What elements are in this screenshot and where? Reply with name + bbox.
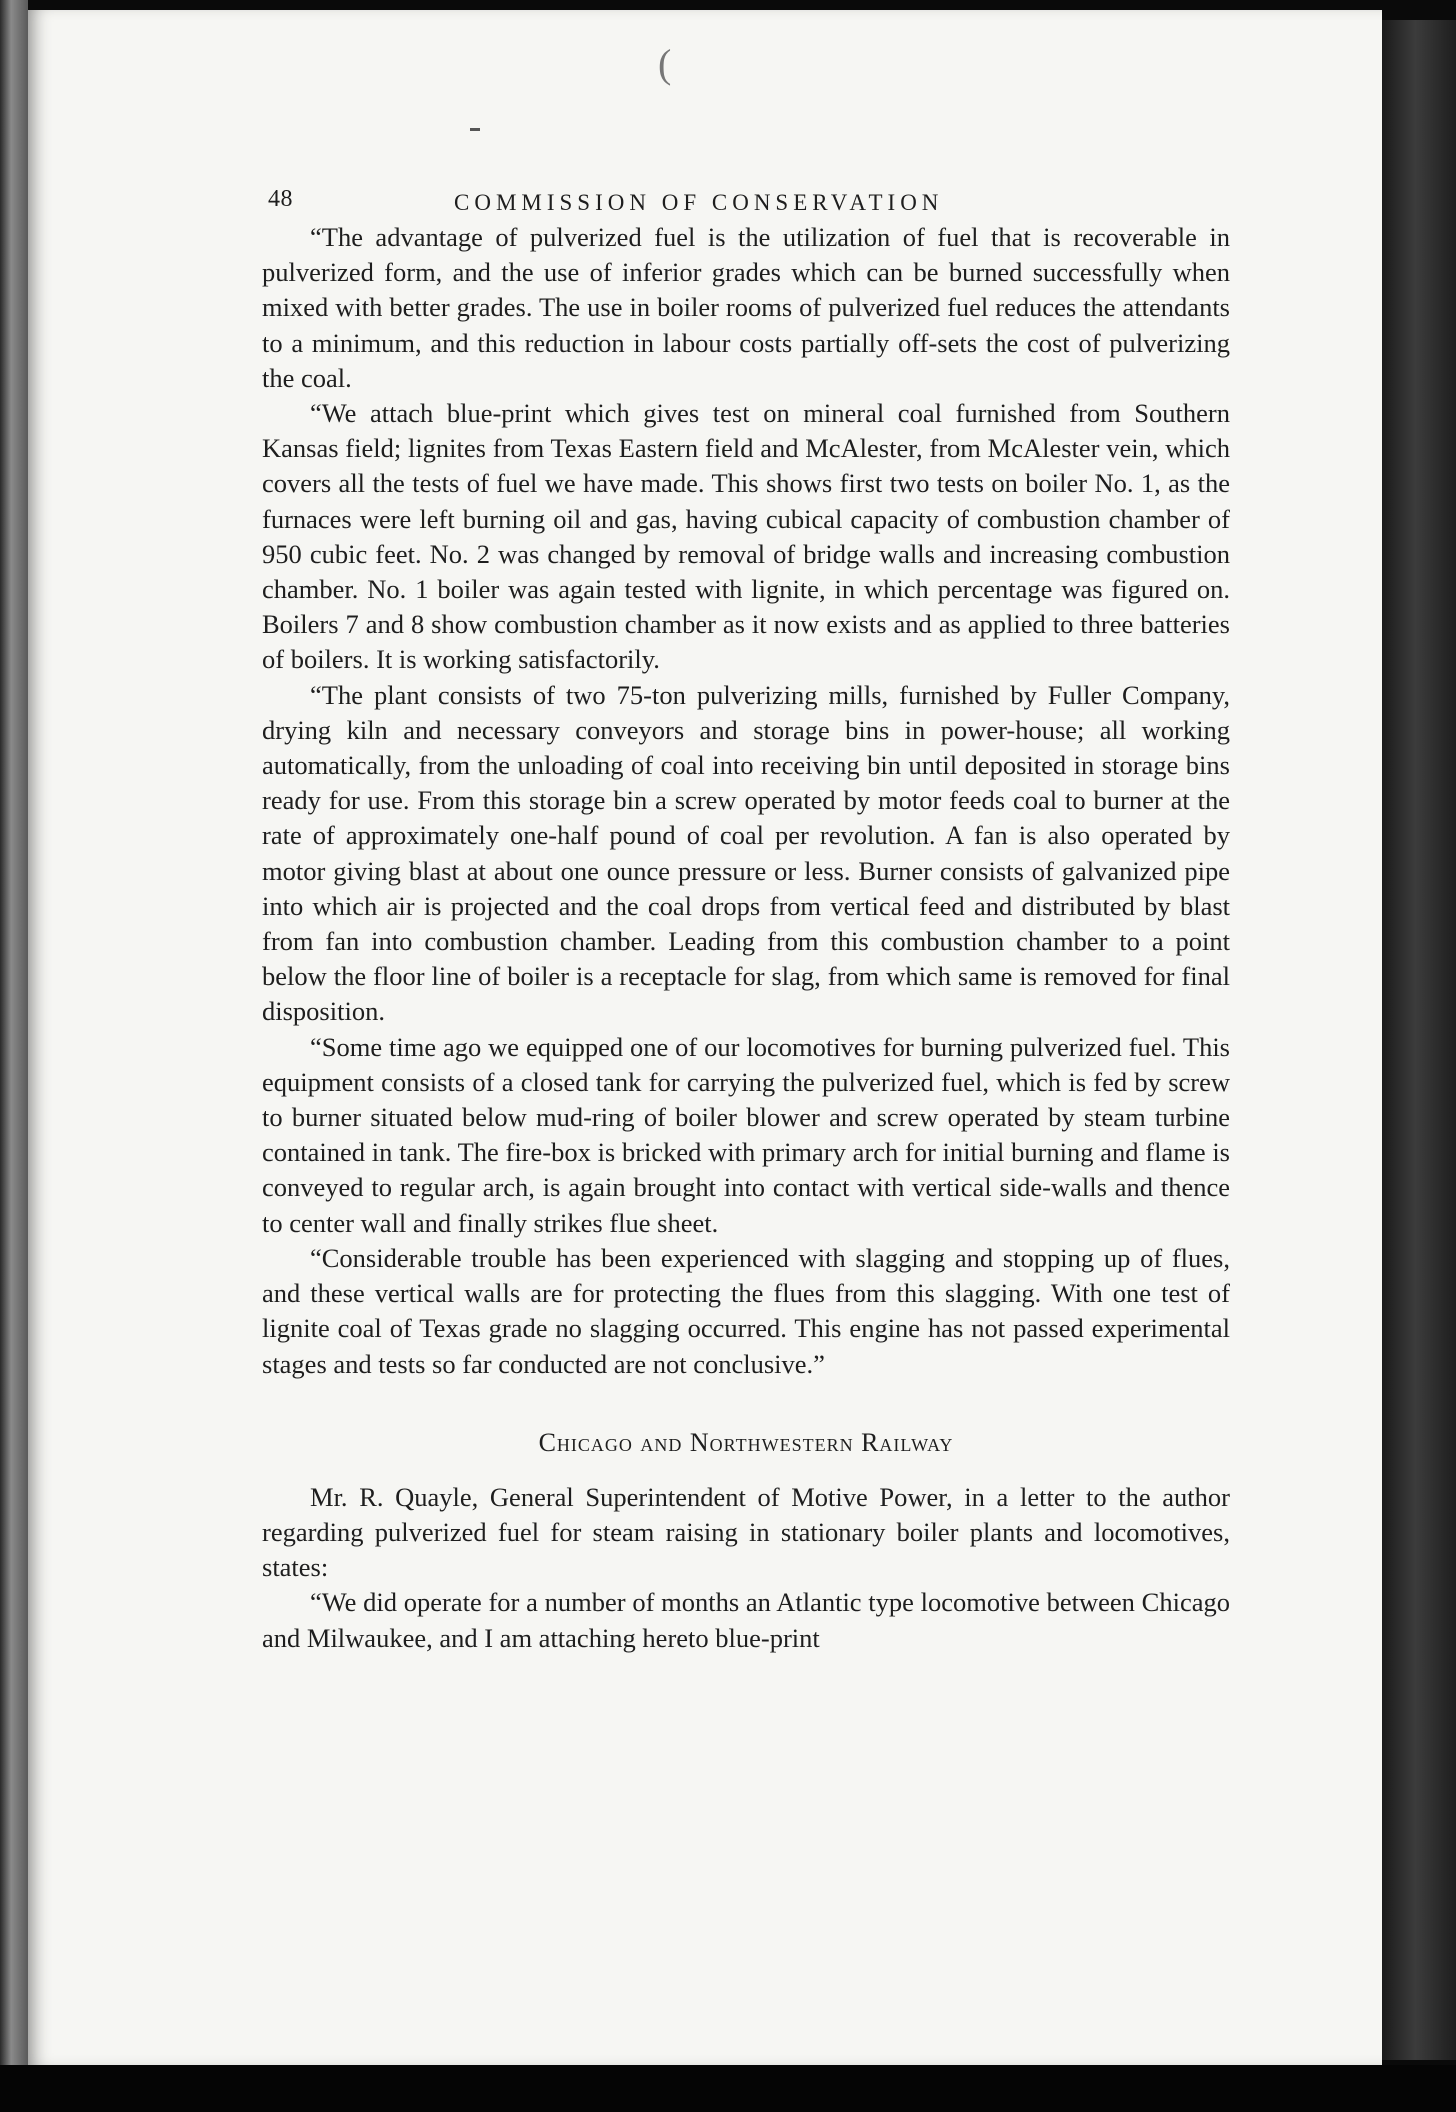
- running-head: COMMISSION OF CONSERVATION: [454, 190, 944, 215]
- book-page-edge: [1382, 20, 1456, 2060]
- scan-border: [0, 2065, 1456, 2112]
- page-header: [262, 168, 1230, 215]
- scan-mark-dash: [470, 128, 480, 131]
- paragraph: “Considerable trouble has been experienced with slagging and stopping up of flues, and these vertical walls are for protecting the flues from this slagging. With one test of lignite coal of Texas grade no slagging occurred. This engine has not passed experimental stages and tests so far conducted are not conclusive.”: [262, 1242, 1230, 1379]
- paragraph: “We attach blue-print which gives test on mineral coal furnished from Southern Kansas field; lignites from Texas Eastern field and McAlester, from McAlester vein, which covers all the tests of fuel we have made. This shows first two tests on boiler No. 1, as the furnaces were left burning oil and gas, having cubical capacity of combustion chamber of 950 cubic feet. No. 2 was changed by removal of bridge walls and increasing combustion chamber. No. 1 boiler was again tested with lignite, in which percentage was figured on. Boilers 7 and 8 show combustion chamber as it now exists and as applied to three batteries of boilers. It is working satisfactorily.: [262, 398, 1230, 675]
- paragraph: “Some time ago we equipped one of our locomotives for burning pulverized fuel. This equipment consists of a closed tank for carrying the pulverized fuel, which is fed by screw to burner situated below mud-ring of boiler blower and screw operated by steam turbine contained in tank. The fire-box is bricked with primary arch for initial burning and flame is conveyed to regular arch, is again brought into contact with vertical side-walls and thence to center wall and finally strikes flue sheet.: [262, 1031, 1230, 1238]
- paragraph: “We did operate for a number of months an Atlantic type locomotive between Chicago and Milwaukee, and I am attaching hereto blue-print: [262, 1587, 1230, 1653]
- page-number: 48: [268, 186, 293, 212]
- paragraph: “The plant consists of two 75-ton pulverizing mills, furnished by Fuller Company, drying kiln and necessary conveyors and storage bins in power-house; all working automatically, from the unloading of coal into receiving bin until deposited in storage bins ready for use. From this storage bin a screw operated by motor feeds coal to burner at the rate of approximately one-half pound of coal per revolution. A fan is also operated by motor giving blast at about one ounce pressure or less. Burner consists of galvanized pipe into which air is projected and the coal drops from vertical feed and distributed by blast from fan into combustion chamber. Leading from this combustion chamber to a point below the floor line of boiler is a receptacle for slag, from which same is removed for final disposition.: [262, 679, 1230, 1027]
- scan-mark: (: [658, 41, 672, 86]
- book-binding-edge: [0, 0, 28, 2112]
- page-content: [262, 168, 1230, 1656]
- paragraph: Mr. R. Quayle, General Superintendent of Motive Power, in a letter to the author regarding pulverized fuel for steam raising in stationary boiler plants and locomotives, states:: [262, 1481, 1230, 1583]
- paragraph: “The advantage of pulverized fuel is the utilization of fuel that is recoverable in pulverized form, and the use of inferior grades which can be burned successfully when mixed with better grades. The use in boiler rooms of pulverized fuel reduces the attendants to a minimum, and this reduction in labour costs partially off-sets the cost of pulverizing the coal.: [262, 222, 1230, 393]
- section-heading: Chicago and Northwestern Railway: [538, 1427, 954, 1457]
